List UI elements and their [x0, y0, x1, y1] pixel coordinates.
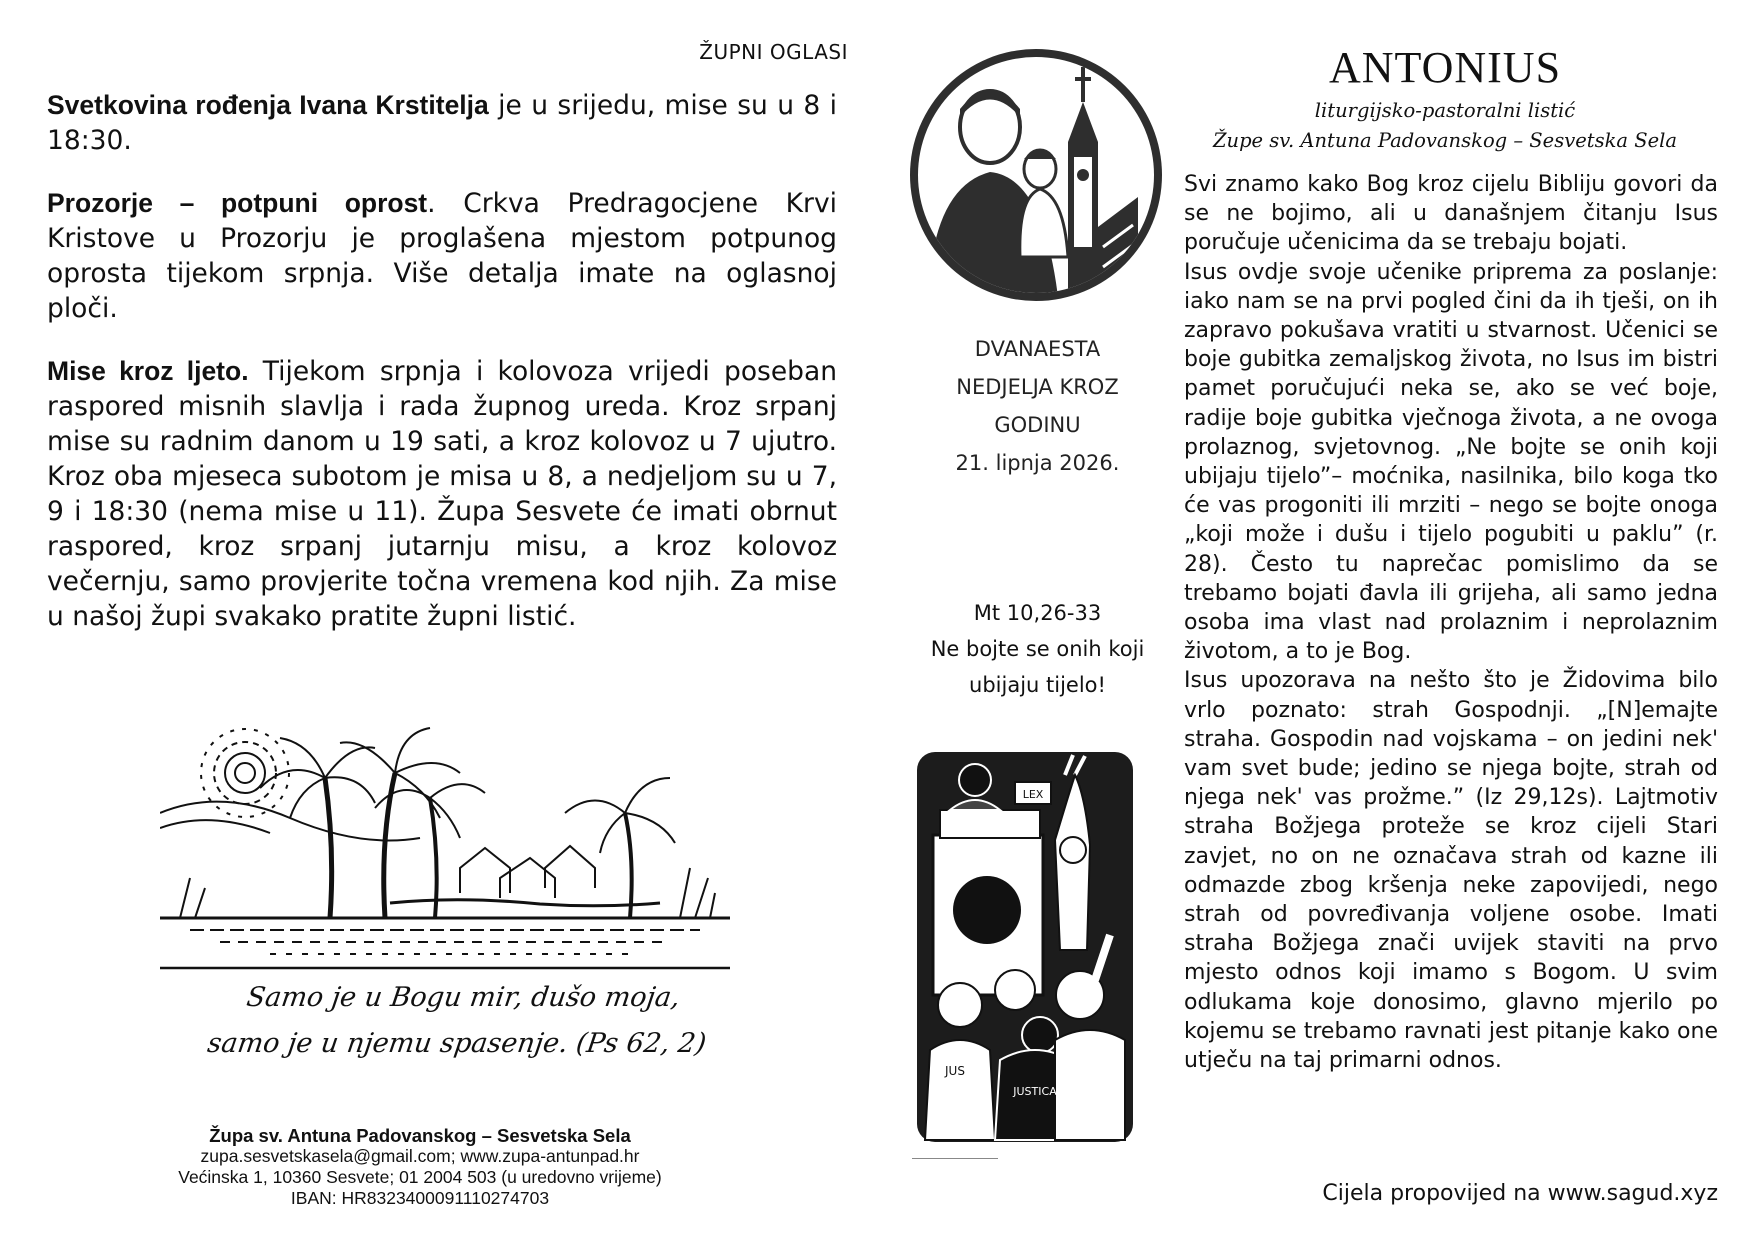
bulletin-subtitle	[1170, 96, 1720, 156]
jus-label: JUS	[945, 1064, 965, 1078]
village-palm-drawing	[160, 718, 730, 980]
subtitle-line: Župe sv. Antuna Padovanskog – Sesvetska Sela	[1212, 129, 1678, 152]
reading-reference: Mt 10,26-33	[973, 601, 1102, 625]
homily-paragraph: Svi znamo kako Bog kroz cijelu Bibliju govori da se ne bojimo, ali u današnjem čitanju Isus poručuje učenicima da se trebaju bojati.	[1184, 172, 1718, 256]
parish-iban: IBAN: HR8323400091110274703	[290, 1188, 550, 1208]
divider	[912, 1158, 998, 1159]
announcement-title: Mise kroz ljeto.	[47, 356, 249, 386]
homily-text	[1184, 170, 1718, 1075]
homily-link: Cijela propovijed na www.sagud.xyz	[1322, 1181, 1718, 1206]
announcements	[47, 88, 837, 662]
parish-name: Župa sv. Antuna Padovanskog – Sesvetska Sela	[209, 1125, 631, 1146]
subtitle-line: liturgijsko-pastoralni listić	[1314, 99, 1576, 122]
bulletin-title: ANTONIUS	[1328, 43, 1562, 92]
announcement-text: . Crkva Predragocjene Krvi Kristove u Prozorju je proglašena mjestom potpunog oprosta tijekom srpnja. Više detalja imate na oglasnoj ploči.	[47, 188, 837, 324]
gospel-reading	[905, 595, 1170, 703]
lex-label: LEX	[1022, 788, 1044, 801]
homily-paragraph: Isus upozorava na nešto što je Židovima bilo vrlo poznato: strah Gospodnji. „[N]emajte straha. Gospodin nad vojskama – on jedini nek' vam svet bude; jedino se njega bojte, strah od njega nek' vas prožme.” (Iz 29,12s). Lajtmotiv straha Božjega proteže se kroz cijeli Stari zavjet, no on ne označava strah od kazne ili odmazde zbog kršenja neke zapovijedi, nego strah od povređivanja voljene osobe. Imati straha Božjega znači uvijek staviti na prvo mjesto odnos koji imamo s Bogom. U svim odlukama koje donosimo, glavno mjerilo po kojemu se trebamo ravnati jest pitanje kako one utječu na taj primarni odnos.	[1184, 668, 1718, 1074]
sunday-line: GODINU	[994, 413, 1081, 437]
announcement-text: je u srijedu, mise su u 8 i 18:30.	[47, 90, 837, 156]
announcement-1	[47, 88, 837, 158]
announcement-2	[47, 186, 837, 326]
announcement-text: Tijekom srpnja i kolovoza vrijedi poseban raspored misnih slavlja i rada župnog ureda. Kroz srpanj mise su radnim danom u 19 sati, a kroz kolovoz u 7 ujutro. Kroz oba mjeseca subotom je misa u 8, a nedjeljom su u 7, 9 i 18:30 (nema mise u 11). Župa Sesvete će imati obrnut raspored, kroz srpanj jutarnju misu, a kroz kolovoz večernju, samo provjerite točna vremena kod njih. Za mise u našoj župi svakako pratite župni listić.	[47, 356, 837, 632]
homily-paragraph: Isus ovdje svoje učenike priprema za poslanje: iako nam se na prvi pogled čini da ih tješi, on ih zapravo pokušava vratiti u stvarnost. Učenici se boje gubitka zemaljskog života, no Isus im bistri pamet poručujući neka se, ako se već boje, radije boje gubitka vječnoga života, a ne ovoga prolaznog, svjetovnog. „Ne bojte se onih koji ubijaju tijelo”– moćnika, nasilnika, bilo koga tko će vas progoniti ili mrziti – nego se bojte onoga „koji može i dušu i tijelo pogubiti u paklu” (r. 28). Često tu naprečac pomislimo da se trebamo bojati đavla ili grijeha, ali samo jedna osoba ima vlast nad prolaznim i neprolaznim životom, a to je Bog.	[1184, 259, 1718, 665]
sunday-line: NEDJELJA KROZ	[956, 375, 1119, 399]
sunday-info	[905, 330, 1170, 482]
announcement-title: Svetkovina rođenja Ivana Krstitelja	[47, 90, 489, 120]
parish-contact: zupa.sesvetskasela@gmail.com; www.zupa-antunpad.hr	[200, 1146, 640, 1166]
justicia-label: JUSTICA	[1013, 1085, 1057, 1098]
psalm-quote-line: samo je u njemu spasenje. (Ps 62, 2)	[205, 1028, 709, 1059]
page-header: ŽUPNI OGLASI	[699, 40, 848, 64]
parish-footer	[100, 1125, 740, 1209]
announcement-3	[47, 354, 837, 634]
reading-title-line: ubijaju tijelo!	[969, 673, 1106, 697]
announcement-title: Prozorje – potpuni oprost	[47, 188, 428, 218]
psalm-quote-line: Samo je u Bogu mir, dušo moja,	[244, 982, 682, 1013]
reading-title-line: Ne bojte se onih koji	[930, 637, 1145, 661]
persecution-illustration	[915, 750, 1135, 1145]
sunday-date: 21. lipnja 2026.	[955, 451, 1120, 475]
saint-anthony-logo	[908, 47, 1164, 303]
psalm-quote	[194, 975, 727, 1067]
parish-address: Većinska 1, 10360 Sesvete; 01 2004 503 (u uredovno vrijeme)	[178, 1167, 662, 1187]
sunday-line: DVANAESTA	[974, 337, 1101, 361]
